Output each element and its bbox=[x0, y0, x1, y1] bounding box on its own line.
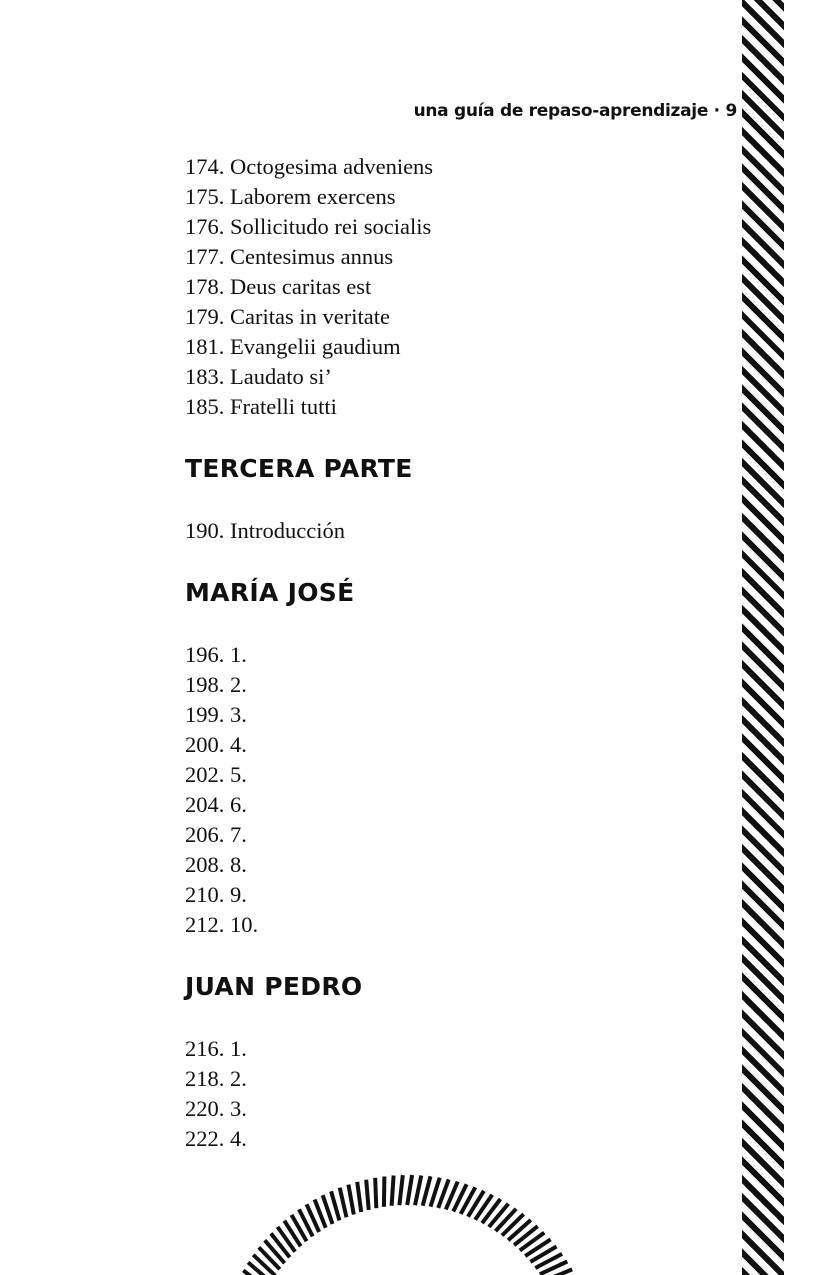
toc-entry: 181. Evangelii gaudium bbox=[185, 334, 401, 359]
arc-hatch-stroke bbox=[348, 1185, 353, 1215]
toc-group-encyclicals bbox=[185, 152, 705, 422]
toc-entry: 220. 3. bbox=[185, 1096, 247, 1121]
toc-entry: 175. Laborem exercens bbox=[185, 184, 396, 209]
running-head: una guía de repaso-aprendizaje · 9 bbox=[413, 101, 737, 121]
decorative-stripe-band bbox=[742, 0, 784, 1275]
table-of-contents bbox=[185, 152, 705, 1154]
hatched-arc-ornament bbox=[230, 1160, 610, 1275]
toc-entry: 176. Sollicitudo rei socialis bbox=[185, 214, 432, 239]
arc-hatch-stroke bbox=[399, 1175, 402, 1205]
section-heading-maria-jose: MARÍA JOSÉ bbox=[185, 578, 355, 607]
toc-entry: 177. Centesimus annus bbox=[185, 244, 394, 269]
arc-hatch-stroke bbox=[259, 1247, 280, 1269]
arc-hatch-stroke bbox=[265, 1240, 285, 1263]
arc-hatch-stroke bbox=[415, 1176, 421, 1206]
section-heading-tercera-parte: TERCERA PARTE bbox=[185, 454, 413, 483]
toc-entry: 199. 3. bbox=[185, 702, 247, 727]
toc-entry: 204. 6. bbox=[185, 792, 247, 817]
arc-hatch-stroke bbox=[496, 1209, 517, 1231]
arc-hatch-stroke bbox=[384, 1177, 385, 1207]
arc-hatch-stroke bbox=[357, 1182, 361, 1212]
toc-entry: 178. Deus caritas est bbox=[185, 274, 372, 299]
toc-entry: 183. Laudato si’ bbox=[185, 364, 332, 389]
toc-entry: 218. 2. bbox=[185, 1066, 247, 1091]
arc-hatch-stroke bbox=[331, 1191, 339, 1220]
arc-hatch-stroke bbox=[340, 1188, 347, 1218]
arc-hatch-stroke bbox=[366, 1180, 369, 1210]
toc-group-maria-jose bbox=[185, 640, 705, 940]
toc-entry: 202. 5. bbox=[185, 762, 247, 787]
arc-hatch-stroke bbox=[508, 1220, 531, 1240]
arc-hatch-stroke bbox=[392, 1176, 394, 1206]
section-heading-juan-pedro: JUAN PEDRO bbox=[185, 972, 363, 1001]
toc-entry: 208. 8. bbox=[185, 852, 247, 877]
toc-entry: 179. Caritas in veritate bbox=[185, 304, 390, 329]
toc-entry: 200. 4. bbox=[185, 732, 247, 757]
toc-entry: 206. 7. bbox=[185, 822, 247, 847]
toc-entry: 216. 1. bbox=[185, 1036, 247, 1061]
arc-hatch-stroke bbox=[375, 1178, 376, 1208]
toc-entry: 196. 1. bbox=[185, 642, 247, 667]
arc-hatch-stroke bbox=[502, 1214, 524, 1235]
toc-group-juan-pedro bbox=[185, 1034, 705, 1154]
toc-group-tercera-parte bbox=[185, 516, 705, 546]
arc-hatch-stroke bbox=[423, 1176, 431, 1205]
arc-hatch-stroke bbox=[407, 1175, 412, 1205]
toc-entry: 190. Introducción bbox=[185, 518, 345, 543]
toc-entry: 198. 2. bbox=[185, 672, 247, 697]
toc-entry: 212. 10. bbox=[185, 912, 259, 937]
toc-entry: 185. Fratelli tutti bbox=[185, 394, 337, 419]
toc-entry: 210. 9. bbox=[185, 882, 247, 907]
toc-entry: 174. Octogesima adveniens bbox=[185, 154, 434, 179]
toc-entry: 222. 4. bbox=[185, 1126, 247, 1151]
